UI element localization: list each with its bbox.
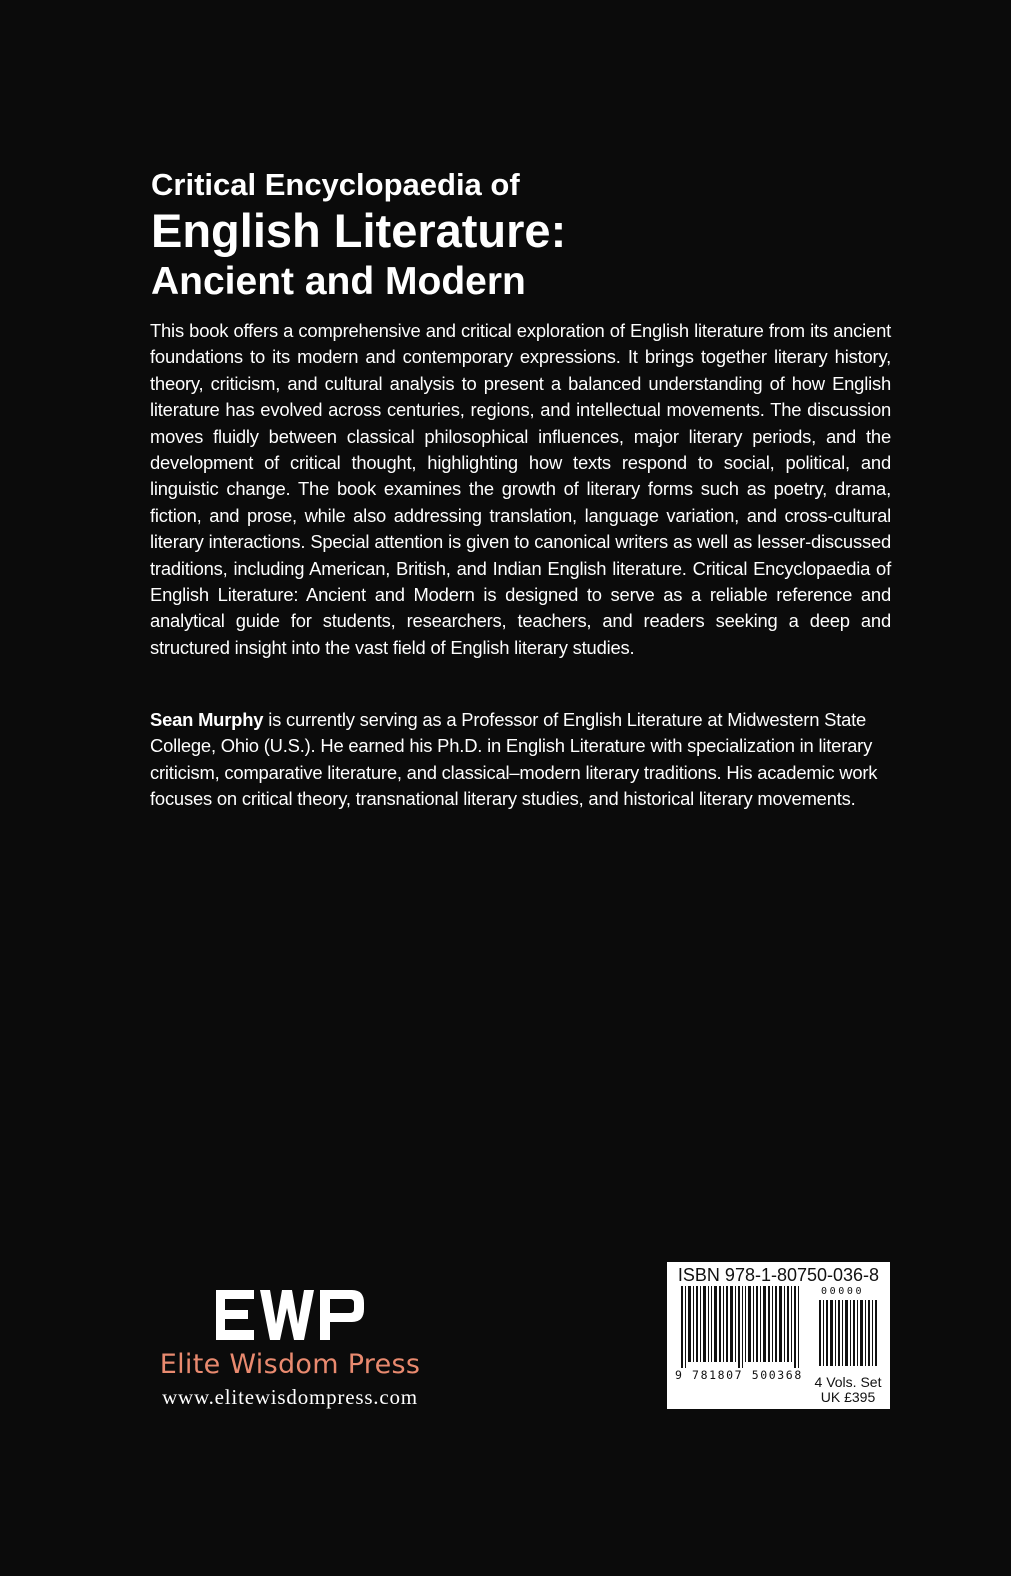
ewp-logo-icon bbox=[216, 1290, 364, 1340]
price-label: UK £395 bbox=[820, 1389, 876, 1405]
publisher-logo-block bbox=[140, 1290, 440, 1410]
barcode-addon-digits: 00000 bbox=[821, 1286, 865, 1297]
volume-set-label: 4 Vols. Set bbox=[814, 1374, 882, 1390]
title-line-3: Ancient and Modern bbox=[151, 260, 526, 303]
author-bio-text: is currently serving as a Professor of English Literature at Midwestern State College, Ohio (U.S.). He earned his Ph.D. in English Literature with specialization in literary criticism, comparative literature, and classical–modern literary traditions. His academic work focuses on critical theory, transnational literary studies, and historical literary movements. bbox=[150, 709, 878, 810]
book-description: This book offers a comprehensive and critical exploration of English literature from its ancient foundations to its modern and contemporary expressions. It brings together literary history, theory, criticism, and cultural analysis to present a balanced understanding of how English literature has evolved across centuries, regions, and intellectual movements. The discussion moves fluidly between classical philosophical influences, major literary periods, and the development of critical thought, highlighting how texts respond to social, political, and linguistic change. The book examines the growth of literary forms such as poetry, drama, fiction, and prose, while also addressing translation, language variation, and cross-cultural literary interactions. Special attention is given to canonical writers as well as lesser-discussed traditions, including American, British, and Indian English literature. Critical Encyclopaedia of English Literature: Ancient and Modern is designed to serve as a reliable reference and analytical guide for students, researchers, teachers, and readers seeking a deep and structured insight into the vast field of English literary studies. bbox=[150, 320, 891, 658]
isbn-barcode bbox=[667, 1262, 890, 1409]
barcode-digits: 9 781807 500368 bbox=[675, 1368, 803, 1382]
barcode-bars-icon bbox=[673, 1286, 885, 1372]
author-name: Sean Murphy bbox=[150, 709, 264, 730]
publisher-url: www.elitewisdompress.com bbox=[162, 1385, 418, 1409]
author-bio bbox=[150, 707, 891, 813]
title-line-2: English Literature: bbox=[151, 204, 567, 257]
publisher-name: Elite Wisdom Press bbox=[159, 1349, 421, 1380]
isbn-number: ISBN 978-1-80750-036-8 bbox=[677, 1265, 880, 1285]
title-line-1: Critical Encyclopaedia of bbox=[151, 167, 520, 202]
book-title bbox=[151, 166, 891, 306]
